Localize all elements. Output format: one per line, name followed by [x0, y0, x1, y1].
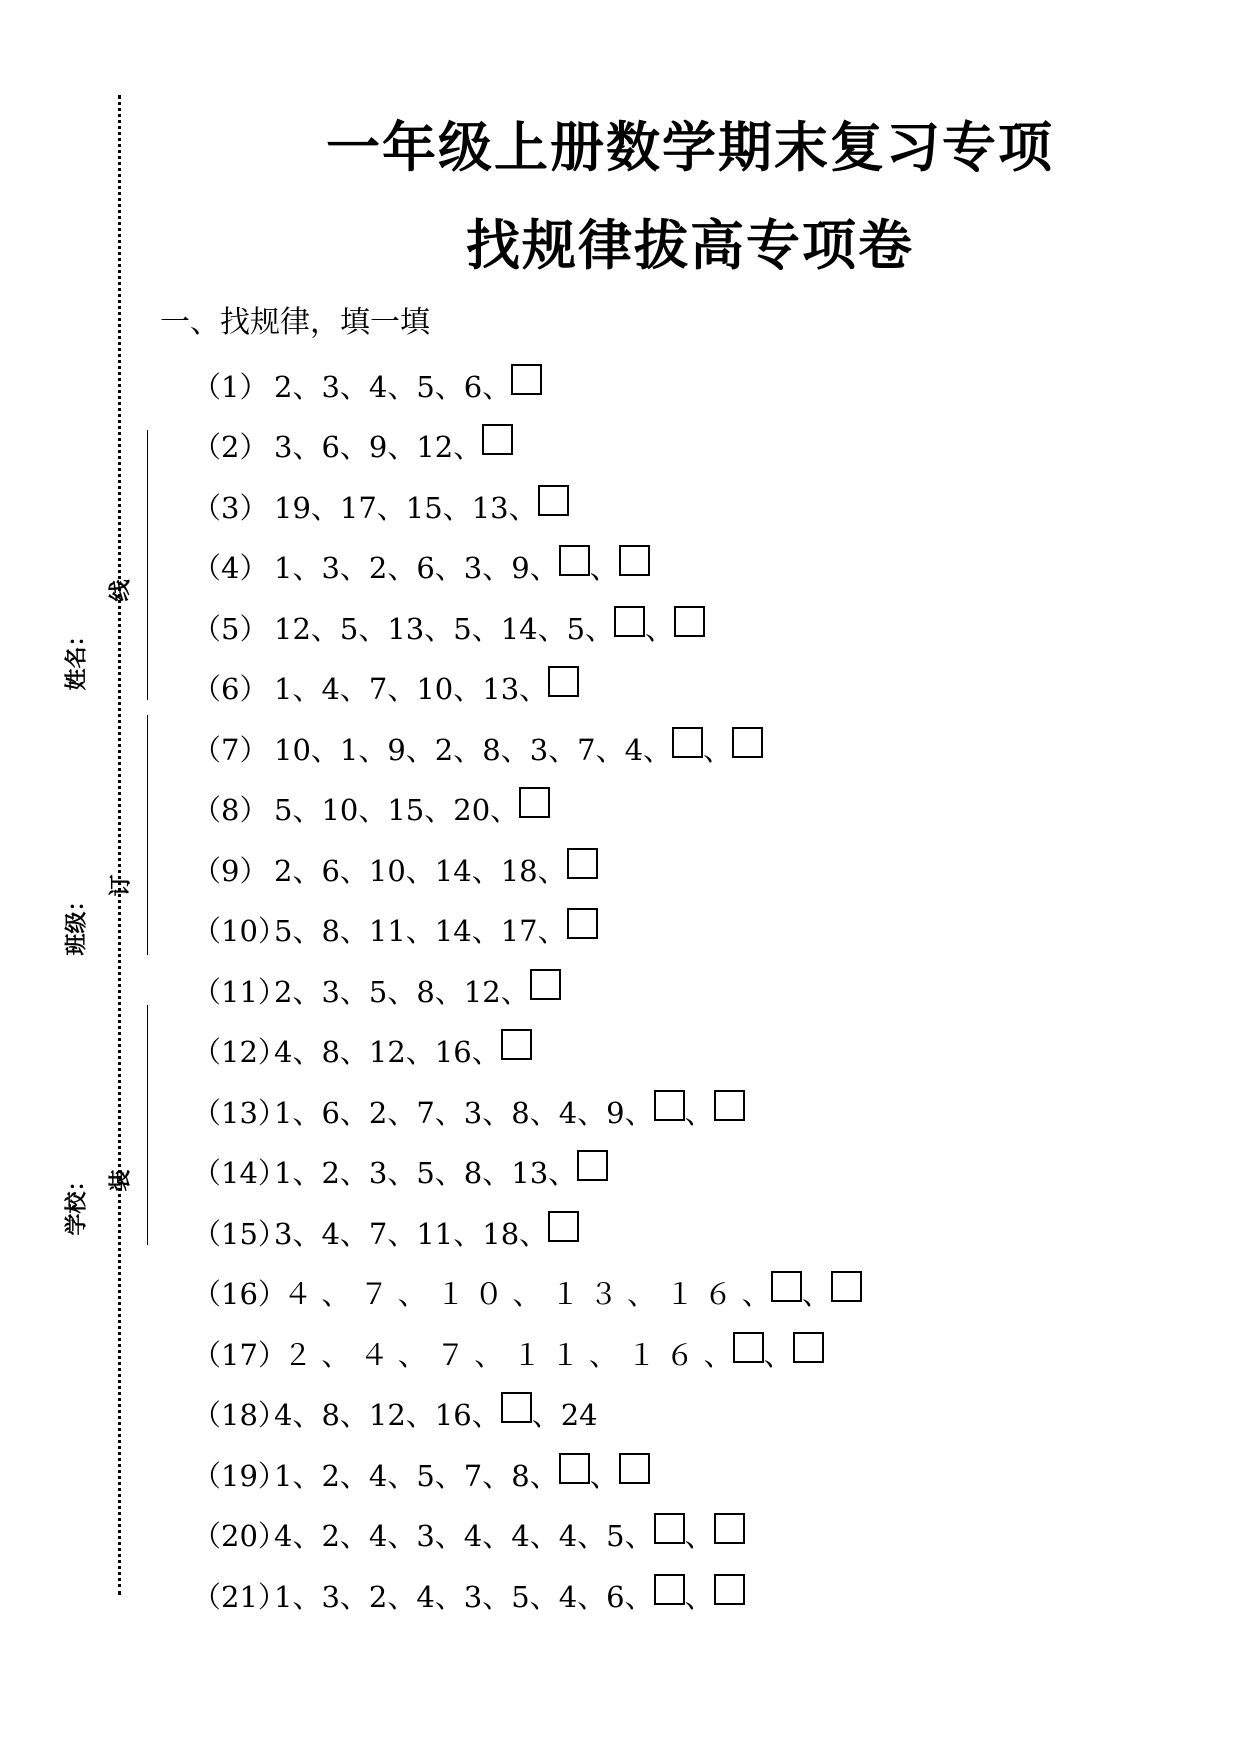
question-row	[192, 1202, 862, 1263]
answer-box[interactable]	[511, 364, 542, 395]
question-number: （2）	[192, 430, 269, 465]
question-row	[192, 1081, 862, 1142]
sequence-text: 2、3、5、8、12、	[274, 974, 530, 1009]
sequence-text: 、	[684, 1095, 714, 1130]
sequence-text: 1、3、2、4、3、5、4、6、	[274, 1579, 654, 1614]
sequence-text: 3、6、9、12、	[274, 430, 483, 465]
question-number: （11）	[192, 974, 287, 1009]
sequence-text: 1、4、7、10、13、	[274, 672, 549, 707]
question-number: （14）	[192, 1156, 287, 1191]
answer-box[interactable]	[654, 1090, 685, 1121]
sequence-text: 5、8、11、14、17、	[274, 914, 567, 949]
sequence-text: 、	[703, 732, 733, 767]
answer-box[interactable]	[793, 1332, 824, 1363]
sequence-text: 、	[684, 1579, 714, 1614]
question-row	[192, 1444, 862, 1505]
sequence-text: 1、2、3、5、8、13、	[274, 1156, 578, 1191]
sequence-text: 3、4、7、11、18、	[274, 1216, 549, 1251]
question-row	[192, 960, 862, 1021]
sequence-text: 2、6、10、14、18、	[274, 853, 567, 888]
answer-box[interactable]	[559, 1453, 590, 1484]
binding-mark-ding: 订	[107, 874, 134, 897]
answer-box[interactable]	[530, 969, 561, 1000]
question-row	[192, 718, 862, 779]
answer-box[interactable]	[619, 545, 650, 576]
sequence-text: 1、6、2、7、3、8、4、9、	[274, 1095, 654, 1130]
answer-box[interactable]	[614, 606, 645, 637]
question-row	[192, 658, 862, 719]
sequence-text: 、	[589, 551, 619, 586]
sequence-text: 4、2、4、3、4、4、4、5、	[274, 1519, 654, 1554]
class-line[interactable]	[147, 715, 148, 955]
answer-box[interactable]	[548, 666, 579, 697]
question-row	[192, 1505, 862, 1566]
question-row	[192, 1263, 862, 1324]
answer-box[interactable]	[577, 1150, 608, 1181]
binding-mark-xian: 线	[107, 579, 134, 602]
question-number: （6）	[192, 672, 269, 707]
question-row	[192, 1565, 862, 1626]
answer-box[interactable]	[733, 1332, 764, 1363]
question-number: （21）	[192, 1579, 287, 1614]
sequence-text: 1、2、4、5、7、8、	[274, 1458, 559, 1493]
answer-box[interactable]	[559, 545, 590, 576]
question-number: （15）	[192, 1216, 287, 1251]
answer-box[interactable]	[654, 1574, 685, 1605]
answer-box[interactable]	[771, 1271, 802, 1302]
sequence-text: 4、8、12、16、	[274, 1398, 501, 1433]
answer-box[interactable]	[567, 908, 598, 939]
question-row	[192, 1142, 862, 1203]
question-number: （16）	[192, 1277, 287, 1312]
school-label: 学校：	[63, 1169, 90, 1236]
name-label: 姓名：	[63, 624, 90, 691]
question-number: （12）	[192, 1035, 287, 1070]
question-number: （9）	[192, 853, 269, 888]
answer-box[interactable]	[501, 1029, 532, 1060]
question-number: （20）	[192, 1519, 287, 1554]
binding-margin	[0, 0, 140, 1754]
answer-box[interactable]	[714, 1090, 745, 1121]
question-row	[192, 476, 862, 537]
answer-box[interactable]	[672, 727, 703, 758]
page-title: 一年级上册数学期末复习专项	[326, 115, 1054, 179]
sequence-text: ４ 、 ７ 、 １ ０ 、 １ ３ 、 １ ６ 、	[274, 1277, 771, 1312]
question-row	[192, 597, 862, 658]
sequence-text: 、	[763, 1337, 793, 1372]
answer-box[interactable]	[674, 606, 705, 637]
sequence-text: 、	[589, 1458, 619, 1493]
question-row	[192, 779, 862, 840]
question-number: （1）	[192, 369, 269, 404]
binding-dotted-line	[118, 95, 121, 1595]
answer-box[interactable]	[548, 1211, 579, 1242]
answer-box[interactable]	[619, 1453, 650, 1484]
sequence-text: 12、5、13、5、14、5、	[274, 611, 615, 646]
sequence-text: 、	[801, 1277, 831, 1312]
question-number: （17）	[192, 1337, 287, 1372]
question-row	[192, 1384, 862, 1445]
question-number: （19）	[192, 1458, 287, 1493]
class-label: 班级：	[63, 889, 90, 956]
question-number: （8）	[192, 793, 269, 828]
question-number: （3）	[192, 490, 269, 525]
question-row	[192, 839, 862, 900]
question-row	[192, 1323, 862, 1384]
sequence-text: ２ 、 ４ 、 ７ 、 １ １ 、 １ ６ 、	[274, 1337, 733, 1372]
binding-mark-zhuang: 装	[107, 1169, 134, 1192]
sequence-text: 、	[684, 1519, 714, 1554]
question-row	[192, 900, 862, 961]
school-line[interactable]	[147, 1005, 148, 1245]
sequence-text: 2、3、4、5、6、	[274, 369, 512, 404]
sequence-text: 、24	[531, 1398, 598, 1433]
sequence-text: 、	[645, 611, 675, 646]
question-number: （7）	[192, 732, 269, 767]
question-row	[192, 1021, 862, 1082]
question-row	[192, 416, 862, 477]
answer-box[interactable]	[831, 1271, 862, 1302]
answer-box[interactable]	[519, 787, 550, 818]
answer-box[interactable]	[538, 485, 569, 516]
question-number: （5）	[192, 611, 269, 646]
question-row	[192, 537, 862, 598]
answer-box[interactable]	[501, 1392, 532, 1423]
question-row	[192, 355, 862, 416]
sequence-text: 10、1、9、2、8、3、7、4、	[274, 732, 673, 767]
section-heading: 一、找规律，填一填	[160, 305, 430, 340]
question-number: （4）	[192, 551, 269, 586]
question-list	[192, 355, 862, 1626]
question-number: （10）	[192, 914, 287, 949]
answer-box[interactable]	[732, 727, 763, 758]
sequence-text: 4、8、12、16、	[274, 1035, 501, 1070]
question-number: （18）	[192, 1398, 287, 1433]
answer-box[interactable]	[482, 424, 513, 455]
page-subtitle: 找规律拔高专项卷	[466, 213, 914, 277]
name-line[interactable]	[147, 430, 148, 700]
answer-box[interactable]	[714, 1574, 745, 1605]
answer-box[interactable]	[714, 1513, 745, 1544]
sequence-text: 19、17、15、13、	[274, 490, 538, 525]
answer-box[interactable]	[654, 1513, 685, 1544]
answer-box[interactable]	[567, 848, 598, 879]
sequence-text: 5、10、15、20、	[274, 793, 520, 828]
sequence-text: 1、3、2、6、3、9、	[274, 551, 559, 586]
question-number: （13）	[192, 1095, 287, 1130]
